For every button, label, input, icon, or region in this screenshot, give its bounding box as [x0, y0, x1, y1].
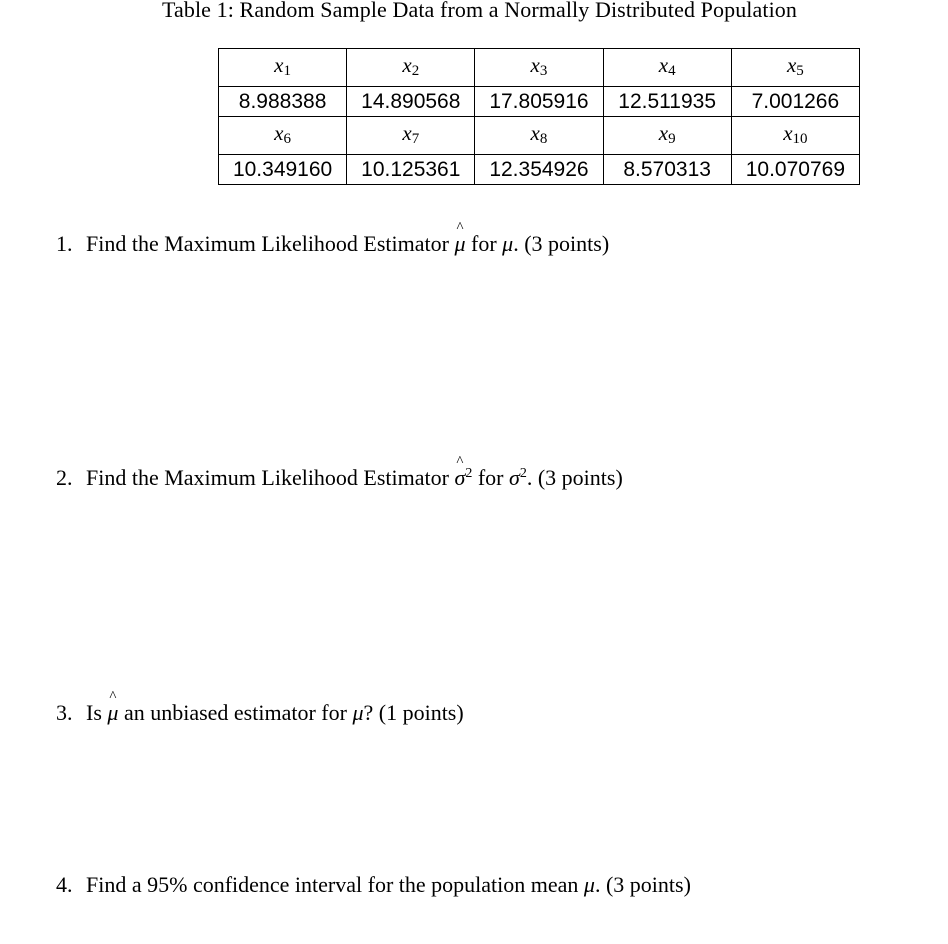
question-text: an unbiased estimator for: [123, 700, 347, 725]
question-3: [56, 700, 464, 726]
var-x2: $x_2$: [347, 49, 475, 87]
value-x5: 7.001266: [731, 87, 859, 117]
mu-symbol: μ: [502, 231, 514, 256]
question-number: 1.: [56, 231, 73, 256]
question-text: for: [477, 465, 504, 490]
var-x1: $x_1$: [219, 49, 347, 87]
question-number: 2.: [56, 465, 73, 490]
value-x7: 10.125361: [347, 155, 475, 185]
value-x2: 14.890568: [347, 87, 475, 117]
question-points: . (3 points): [513, 231, 610, 256]
exponent: 2: [465, 466, 473, 481]
question-number: 3.: [56, 700, 73, 725]
mu-hat-symbol: ^ μ: [454, 231, 465, 257]
value-x4: 12.511935: [603, 87, 731, 117]
var-x6: $x_6$: [219, 117, 347, 155]
question-points: ? (1 points): [363, 700, 464, 725]
question-text: Is: [86, 700, 102, 725]
var-x5: $x_5$: [731, 49, 859, 87]
question-4: [56, 872, 691, 898]
table-row-vars-1: [219, 49, 860, 87]
question-2: [56, 465, 623, 491]
value-x6: 10.349160: [219, 155, 347, 185]
var-x4: $x_4$: [603, 49, 731, 87]
var-x3: $x_3$: [475, 49, 603, 87]
var-x7: $x_7$: [347, 117, 475, 155]
var-x9: $x_9$: [603, 117, 731, 155]
mu-symbol: μ: [583, 872, 595, 897]
table-row-values-1: [219, 87, 860, 117]
mu-hat-symbol: ^ μ: [107, 700, 118, 726]
table-caption: Table 1: Random Sample Data from a Normally Distributed Population: [162, 0, 797, 22]
question-text: for: [471, 231, 497, 256]
value-x8: 12.354926: [475, 155, 603, 185]
table-row-vars-2: [219, 117, 860, 155]
var-x10: $x_{10}$: [731, 117, 859, 155]
table-row-values-2: [219, 155, 860, 185]
value-x9: 8.570313: [603, 155, 731, 185]
question-text: Find a 95% confidence interval for the population mean: [86, 872, 579, 897]
sigma-hat-symbol: ^ σ: [454, 465, 465, 491]
question-1: [56, 231, 609, 257]
value-x10: 10.070769: [731, 155, 859, 185]
question-points: . (3 points): [526, 465, 623, 490]
question-number: 4.: [56, 872, 73, 897]
var-x8: $x_8$: [475, 117, 603, 155]
exponent: 2: [519, 466, 527, 481]
sigma-symbol: σ: [508, 465, 520, 490]
sample-data-table: [218, 48, 860, 185]
value-x3: 17.805916: [475, 87, 603, 117]
question-text: Find the Maximum Likelihood Estimator: [86, 465, 449, 490]
question-text: Find the Maximum Likelihood Estimator: [86, 231, 449, 256]
question-points: . (3 points): [594, 872, 691, 897]
mu-symbol: μ: [352, 700, 364, 725]
value-x1: 8.988388: [219, 87, 347, 117]
